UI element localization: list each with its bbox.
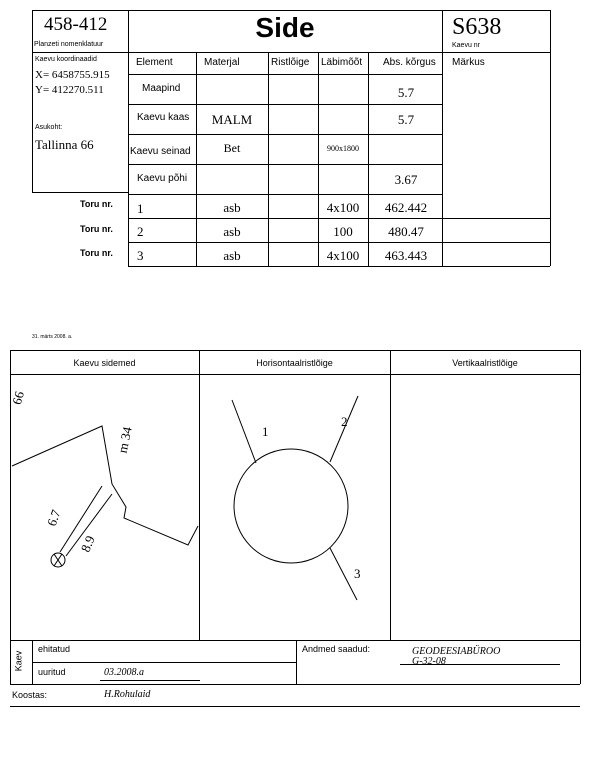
sketch-label: 66 <box>9 389 27 407</box>
row-diameter: 900x1800 <box>327 144 359 153</box>
coord-y: Y= 412270.511 <box>35 84 104 96</box>
location-value: Tallinna 66 <box>35 137 94 152</box>
col-header-remark: Märkus <box>452 57 485 68</box>
footer-side-label: Kaev <box>13 650 24 672</box>
row-material: Bet <box>223 141 241 155</box>
pipe-label: Toru nr. <box>80 199 113 209</box>
checked-label: uuritud <box>38 667 66 677</box>
col-title-horizontal-section: Horisontaalristlõige <box>256 358 333 368</box>
pipe-number: 3 <box>137 248 144 263</box>
pipe-material: asb <box>223 248 241 263</box>
pipe-height: 463.443 <box>384 248 428 263</box>
coords-label: Kaevu koordinaadid <box>35 56 97 63</box>
page-title: Side <box>255 12 315 43</box>
sketch-label: 6.7 <box>43 507 64 529</box>
checked-value: 03.2008.a <box>104 667 144 678</box>
col-header-height: Abs. kõrgus <box>383 57 436 68</box>
pipe-material: asb <box>223 224 241 239</box>
author-value: H.Rohulaid <box>104 689 151 700</box>
pipe-height: 480.47 <box>388 224 424 239</box>
source-label: Andmed saadud: <box>302 644 371 654</box>
well-number: S638 <box>452 14 502 40</box>
row-element: Kaevu põhi <box>137 173 188 184</box>
pipe-diameter: 100 <box>333 224 353 239</box>
pipe-number: 1 <box>137 201 144 216</box>
print-date: 31. märts 2008. a. <box>32 334 73 340</box>
col-title-vertical-section: Vertikaalristlõige <box>452 358 518 368</box>
built-label: ehitatud <box>38 644 71 654</box>
source-value: GEODEESIABÜROO <box>412 646 501 657</box>
row-height: 5.7 <box>397 85 415 100</box>
coord-x: X= 6458755.915 <box>35 69 110 81</box>
col-header-material: Materjal <box>204 57 240 68</box>
nomenclature-value: 458-412 <box>44 14 108 35</box>
sketch-label: 2 <box>341 414 348 429</box>
pipe-material: asb <box>223 200 241 215</box>
sketch-label: m 34 <box>114 425 135 455</box>
col-title-connections: Kaevu sidemed <box>73 358 136 368</box>
well-number-label: Kaevu nr <box>452 42 481 49</box>
col-header-section: Ristlõige <box>271 57 310 68</box>
pipe-label: Toru nr. <box>80 224 113 234</box>
row-element: Kaevu seinad <box>130 146 191 157</box>
col-header-diameter: Läbimõõt <box>321 57 363 68</box>
sketch-label: 1 <box>262 424 269 439</box>
col-header-element: Element <box>136 57 173 68</box>
row-element: Kaevu kaas <box>137 112 190 123</box>
row-height: 5.7 <box>397 112 415 127</box>
row-element: Maapind <box>142 83 181 94</box>
location-label: Asukoht: <box>35 124 63 131</box>
source-code: G-32-08 <box>412 656 446 667</box>
nomenclature-label: Planzeti nomenklatuur <box>34 41 104 48</box>
sketch-label: 3 <box>354 566 361 581</box>
sketch-label: 8.9 <box>77 533 98 555</box>
row-material: MALM <box>211 112 253 127</box>
pipe-diameter: 4x100 <box>326 200 360 215</box>
author-label: Koostas: <box>12 690 48 700</box>
row-height: 3.67 <box>394 172 418 187</box>
pipe-height: 462.442 <box>384 200 428 215</box>
pipe-number: 2 <box>137 224 144 239</box>
pipe-label: Toru nr. <box>80 248 113 258</box>
pipe-diameter: 4x100 <box>326 248 360 263</box>
